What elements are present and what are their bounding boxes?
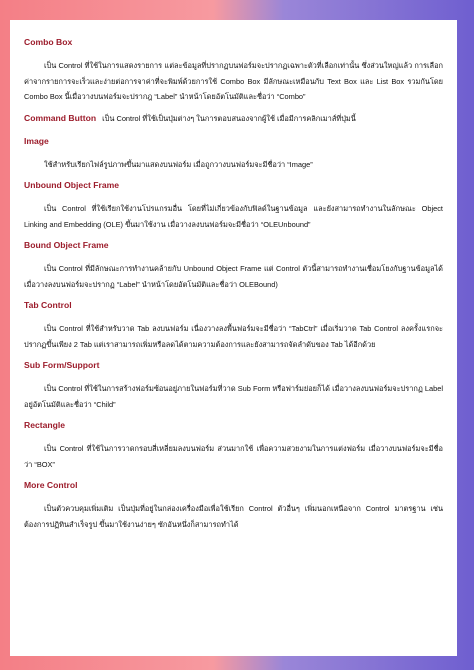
section-sub-form [24, 359, 443, 412]
document-page [10, 20, 457, 656]
heading-tab-control: Tab Control [24, 300, 72, 310]
section-more-control [24, 479, 443, 532]
section-unbound-object-frame [24, 179, 443, 232]
heading-command-button: Command Button [24, 112, 97, 123]
heading-image: Image [24, 135, 49, 146]
heading-sub-form: Sub Form/Support [24, 360, 100, 370]
heading-more-control: More Control [24, 480, 78, 490]
line-command-button [24, 112, 443, 125]
heading-combo-box: Combo Box [24, 37, 73, 47]
heading-unbound-object-frame: Unbound Object Frame [24, 180, 120, 190]
paragraph-bound-object-frame: เป็น Control ที่มีลักษณะการทำงานคล้ายกับ Unbound Object Frame แต่ Control ตัวนี้สามารถทำงานเชื่อมโยงกับฐานข้อมูลได้ เมื่อวางลงบนฟอร์มจะปรากฏ “Label” นำหน้าโดยอัตโนมัติและชื่อว่า OLEBound) [24, 264, 443, 289]
section-rectangle [24, 419, 443, 472]
section-command-button [24, 112, 443, 125]
heading-bound-object-frame: Bound Object Frame [24, 240, 109, 250]
section-image [24, 135, 443, 173]
section-tab-control [24, 299, 443, 352]
section-bound-object-frame [24, 239, 443, 292]
paragraph-image: ใช้สำหรับเรียกไฟล์รูปภาพขึ้นมาแสดงบนฟอร์ม เมื่อถูกวางบนฟอร์มจะมีชื่อว่า “Image” [44, 159, 313, 169]
paragraph-rectangle: เป็น Control ที่ใช้ในการวาดกรอบสี่เหลี่ยมลงบนฟอร์ม ส่วนมากใช้ เพื่อความสวยงามในการแต่งฟอร์ม เมื่อวางบนฟอร์มจะมีชื่อว่า “BOX” [24, 444, 443, 469]
paragraph-tab-control: เป็น Control ที่ใช้สำหรับวาด Tab ลงบนฟอร์ม เนื่องวางลงพื้นฟอร์มจะมีชื่อว่า “TabCtrl” เมื่อเริ่มวาด Tab Control ลงครั้งแรกจะปรากฏขึ้นเพียง 2 Tab แต่เราสามารถเพิ่มหรือลดได้ตามความต้องการและยังสามารถจัดลำดับของ Tab ได้อีกด้วย [24, 324, 443, 349]
heading-rectangle: Rectangle [24, 420, 66, 430]
paragraph-more-control: เป็นตัวควบคุมเพิ่มเติม เป็นปุ่มที่อยู่ในกล่องเครื่องมือเพื่อใช้เรียก Control ตัวอื่นๆ เพิ่มนอกเหนือจาก Control มาตรฐาน เช่น ต้องการปฏิทินสำเร็จรูป ขึ้นมาใช้งานง่ายๆ ซักอันหนึ่งก็สามารถทำได้ [24, 504, 443, 529]
paragraph-unbound-object-frame: เป็น Control ที่ใช้เรียกใช้งานโปรแกรมอื่น โดยที่ไม่เกี่ยวข้องกับฟิลด์ในฐานข้อมูล และยังสามารถทำงานในลักษณะ Object Linking and Embedding (OLE) ขึ้นมาใช้งาน เมื่อวางลงบนฟอร์มจะมีชื่อว่า “OLEUnbound” [24, 204, 443, 229]
paragraph-sub-form: เป็น Control ที่ใช้ในการสร้างฟอร์มซ้อนอยู่ภายในฟอร์มที่วาด Sub Form หรือฟาร์มย่อยก็ได้ เมื่อวางลงบนฟอร์มจะปรากฏ Label อยู่อัตโนมัติและชื่อว่า “Child” [24, 384, 443, 409]
paragraph-combo-box: เป็น Control ที่ใช้ในการแสดงรายการ แต่ละข้อมูลที่ปรากฏบนฟอร์มจะปรากฏเฉพาะตัวที่เลือกเท่านั้น ซึ่งส่วนใหญ่แล้ว การเลือกค่าจากรายการจะเร็วและง่ายต่อการจาค่าที่จะพิมพ์ด้วยการใช้ Combo Box มีลักษณะเหมือนกับ Text Box และ List Box รวมกันโดย Combo Box นี้เมื่อวางบนฟอร์มจะปรากฎ “Label” นำหน้าโดยอัตโนมัติและชื่อว่า “Combo” [24, 61, 443, 101]
paragraph-command-button: เป็น Control ที่ใช้เป็นปุ่มต่างๆ ในการตอบสนองจากผู้ใช้ เมื่อมีการคลิกเมาส์ที่ปุ่มนี้ [102, 113, 356, 123]
section-combo-box [24, 36, 443, 105]
